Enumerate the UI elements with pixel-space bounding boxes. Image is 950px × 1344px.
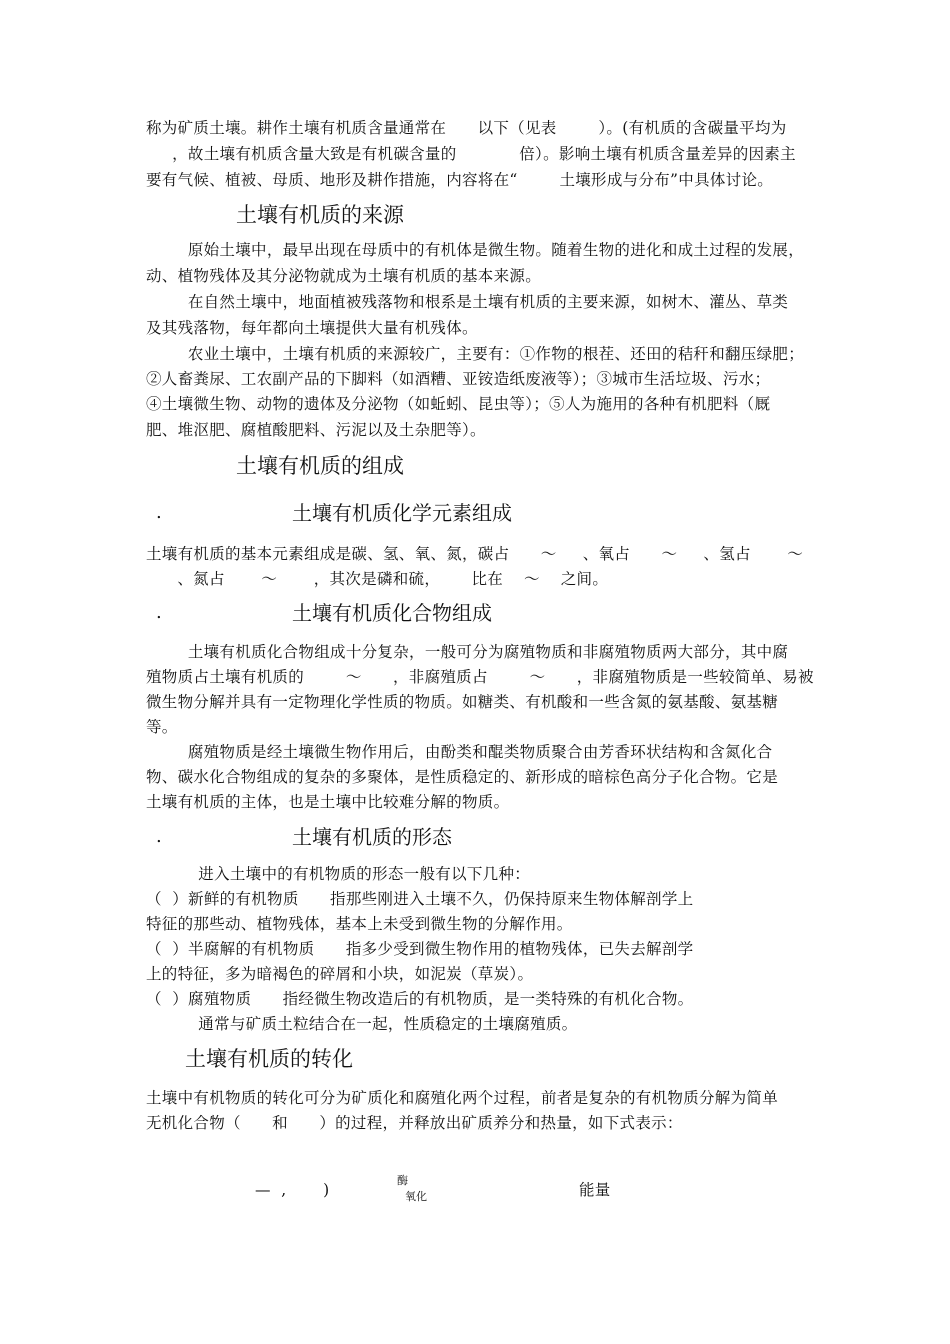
forms-item-3-line-1: （ ）腐殖物质 指经微生物改造后的有机物质，是一类特殊的有机化合物。 (146, 990, 694, 1008)
forms-item-3-line-2: 通常与矿质土粒结合在一起，性质稳定的土壤腐殖质。 (146, 1015, 578, 1033)
subsection-title-compounds: 土壤有机质化合物组成 (292, 601, 492, 625)
source-p2-line-2: 及其残落物，每年都向土壤提供大量有机残体。 (146, 319, 478, 337)
equation-enzyme-label: 酶 (397, 1174, 408, 1187)
forms-item-2-line-2: 上的特征，多为暗褐色的碎屑和小块，如泥炭（草炭）。 (146, 965, 534, 983)
subsection-title-elements: 土壤有机质化学元素组成 (292, 501, 512, 525)
compounds-p2-line-1: 腐殖物质是经土壤微生物作用后，由酚类和醌类物质聚合由芳香环状结构和含氮化合 (146, 743, 773, 761)
source-p2-line-1: 在自然土壤中，地面植被残落物和根系是土壤有机质的主要来源，如树木、灌丛、草类 (146, 293, 789, 311)
source-p3-line-4: 肥、堆沤肥、腐植酸肥料、污泥以及土杂肥等）。 (146, 421, 486, 439)
subsection-title-forms: 土壤有机质的形态 (292, 825, 452, 849)
section-title-transformation: 土壤有机质的转化 (185, 1047, 353, 1071)
elements-line-1: 土壤有机质的基本元素组成是碳、氢、氧、氮，碳占 ～ 、氧占 ～ 、氢占 ～ (146, 545, 804, 563)
source-p1-line-2: 动、植物残体及其分泌物就成为土壤有机质的基本来源。 (146, 267, 542, 285)
transformation-line-2: 无机化合物（ 和 ）的过程，并释放出矿质养分和热量，如下式表示： (146, 1114, 683, 1132)
forms-item-1-line-2: 特征的那些动、植物残体，基本上未受到微生物的分解作用。 (146, 915, 573, 933)
source-p3-line-1: 农业土壤中，土壤有机质的来源较广，主要有：①作物的根茬、还田的秸秆和翻压绿肥； (146, 345, 805, 363)
section-title-composition: 土壤有机质的组成 (236, 454, 404, 478)
subsection-bullet-3: . (156, 826, 162, 847)
source-p3-line-3: ④土壤微生物、动物的遗体及分泌物（如蚯蚓、昆虫等）；⑤人为施用的各种有机肥料（厩 (146, 395, 771, 413)
forms-intro: 进入土壤中的有机物质的形态一般有以下几种： (146, 865, 531, 883)
equation-left: — , ) (255, 1181, 330, 1199)
source-p1-line-1: 原始土壤中，最早出现在母质中的有机体是微生物。随着生物的进化和成土过程的发展， (146, 241, 805, 259)
intro-line-2: ，故土壤有机质含量大致是有机碳含量的 倍）。影响土壤有机质含量差异的因素主 (146, 145, 796, 163)
elements-line-2: 、氮占 ～ ，其次是磷和硫， 比在 ～ 之间。 (146, 570, 609, 588)
forms-item-1-line-1: （ ）新鲜的有机物质 指那些刚进入土壤不久，仍保持原来生物体解剖学上 (146, 890, 694, 908)
subsection-bullet-2: . (156, 602, 162, 623)
compounds-p1-line-4: 等。 (146, 718, 178, 736)
equation-energy: 能量 (579, 1181, 611, 1199)
intro-line-1: 称为矿质土壤。耕作土壤有机质含量通常在 以下（见表 ）。(有机质的含碳量平均为 (146, 119, 787, 137)
equation-oxidation-label: 氧化 (405, 1190, 427, 1203)
intro-line-3: 要有气候、植被、母质、地形及耕作措施，内容将在“ 土壤形成与分布”中具体讨论。 (146, 171, 774, 189)
subsection-bullet-1: . (156, 502, 162, 523)
compounds-p1-line-3: 微生物分解并具有一定物理化学性质的物质。如糖类、有机酸和一些含氮的氨基酸、氨基糖 (146, 693, 779, 711)
compounds-p1-line-1: 土壤有机质化合物组成十分复杂，一般可分为腐殖物质和非腐殖物质两大部分，其中腐 (146, 643, 789, 661)
compounds-p2-line-3: 土壤有机质的主体，也是土壤中比较难分解的物质。 (146, 793, 510, 811)
compounds-p2-line-2: 物、碳水化合物组成的复杂的多聚体，是性质稳定的、新形成的暗棕色高分子化合物。它是 (146, 768, 779, 786)
section-title-source: 土壤有机质的来源 (236, 203, 404, 227)
transformation-line-1: 土壤中有机物质的转化可分为矿质化和腐殖化两个过程，前者是复杂的有机物质分解为简单 (146, 1089, 779, 1107)
compounds-p1-line-2: 殖物质占土壤有机质的 ～ ，非腐殖质占 ～ ，非腐殖物质是一些较简单、易被 (146, 668, 814, 686)
source-p3-line-2: ②人畜粪尿、工农副产品的下脚料（如酒糟、亚铵造纸废液等）；③城市生活垃圾、污水； (146, 370, 771, 388)
forms-item-2-line-1: （ ）半腐解的有机物质 指多少受到微生物作用的植物残体，已失去解剖学 (146, 940, 694, 958)
